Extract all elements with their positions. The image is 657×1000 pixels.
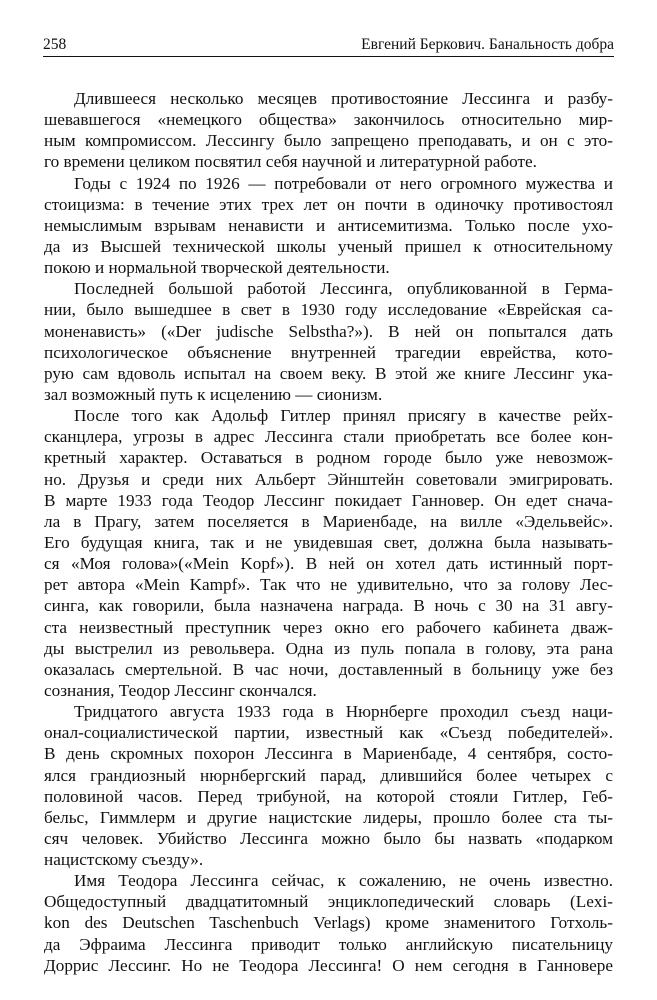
text-line: покою и нормальной творческой деятельности. (44, 258, 390, 278)
page-header (43, 36, 614, 57)
paragraph (44, 278, 613, 405)
text-line: Годы с 1924 по 1926 — потребовали от него огромного мужества и (74, 173, 613, 193)
text-line: стоицизма: в течение этих трех лет он почти в одиночку противостоял (44, 194, 613, 214)
text-line: нацистскому съезду». (44, 850, 204, 870)
text-line: Доррис Лессинг. Но не Теодора Лессинга! О нем сегодня в Ганновере (44, 955, 613, 975)
text-line: психологическое объяснение внутренней трагедии еврейства, кото- (44, 342, 613, 362)
paragraph (44, 173, 613, 279)
paragraph (44, 870, 613, 976)
text-line: Его будущая книга, так и не увидевшая свет, должна была называть- (44, 532, 613, 552)
text-line: го времени целиком посвятил себя научной и литературной работе. (44, 152, 537, 172)
text-line: шевавшегося «немецкого общества» закончилось относительно мир- (44, 110, 613, 130)
text-line: рую сам вдоволь испытал на своем веку. В этой же книге Лессинг ука- (44, 363, 613, 383)
text-line: ды выстрелил из револьвера. Одна из пуль попала в голову, эта рана (44, 638, 613, 658)
text-line: В марте 1933 года Теодор Лессинг покидает Ганновер. Он едет снача- (44, 490, 613, 510)
paragraph (44, 701, 613, 870)
text-line: ным компромиссом. Лессингу было запрещено преподавать, и он с это- (44, 131, 613, 151)
text-line: зал возможный путь к исцелению — сионизм. (44, 384, 383, 404)
text-line: да Эфраима Лессинга приводит только английскую писательницу (44, 934, 613, 954)
text-line: оказалась смертельной. В час ночи, доставленный в больницу уже без (44, 659, 613, 679)
text-line: моненависть» («Der judische Selbstha?»). В ней он попытался дать (44, 321, 613, 341)
text-line: Имя Теодора Лессинга сейчас, к сожалению, не очень известно. (74, 871, 613, 891)
text-line: сканцлера, угрозы в адрес Лессинга стали приобретать все более кон- (44, 427, 613, 447)
paragraph (44, 405, 613, 701)
text-line: да из Высшей технической школы ученый пришел к относительному (44, 236, 613, 256)
text-line: ла в Прагу, затем поселяется в Мариенбаде, на вилле «Эдельвейс». (44, 511, 613, 531)
text-line: ялся грандиозный нюрнбергский парад, длившийся более четырех с (44, 765, 613, 785)
text-line: бельс, Гиммлерм и другие нацистские лидеры, прошло более ста ты- (44, 807, 613, 827)
text-line: но. Друзья и среди них Альберт Эйнштейн советовали эмигрировать. (44, 469, 613, 489)
text-line: нии, было вышедшее в свет в 1930 году исследование «Еврейская са- (44, 300, 613, 320)
text-line: рет автора «Mein Kampf». Так что не удивительно, что за голову Лес- (44, 575, 613, 595)
text-line: kon des Deutschen Taschenbuch Verlags) кроме знаменитого Готхоль- (44, 913, 613, 933)
text-line: ся «Моя голова»(«Mein Kopf»). В ней он хотел дать истинный порт- (44, 554, 613, 574)
text-line: ста неизвестный преступник через окно его рабочего кабинета дваж- (44, 617, 613, 637)
text-line: синга, как говорили, была назначена награда. В ночь с 30 на 31 авгу- (44, 596, 613, 616)
page-body (44, 88, 613, 976)
text-line: половиной часов. Перед трибуной, на которой стояли Гитлер, Геб- (44, 786, 613, 806)
text-line: Последней большой работой Лессинга, опубликованной в Герма- (74, 279, 613, 299)
text-line: В день скромных похорон Лессинга в Мариенбаде, 4 сентября, состо- (44, 744, 613, 764)
text-line: Длившееся несколько месяцев противостояние Лессинга и разбу- (74, 89, 613, 108)
text-line: немыслимым взрывам ненависти и антисемитизма. Только после ухо- (44, 215, 613, 235)
text-line: онал-социалистической партии, известный как «Съезд победителей». (44, 723, 613, 743)
text-line: Общедоступный двадцатитомный энциклопедический словарь (Lexi- (44, 892, 613, 912)
text-line: Тридцатого августа 1933 года в Нюрнберге проходил съезд наци- (74, 702, 613, 722)
page-number: 258 (43, 36, 67, 53)
text-line: сознания, Теодор Лессинг скончался. (44, 680, 317, 700)
paragraph (44, 88, 613, 173)
text-line: После того как Адольф Гитлер принял присягу в качестве рейх- (74, 406, 613, 426)
text-line: кретный характер. Оставаться в родном городе было уже невозмож- (44, 448, 613, 468)
text-line: сяч человек. Убийство Лессинга можно было бы назвать «подарком (44, 828, 613, 848)
running-title: Евгений Беркович. Банальность добра (361, 36, 614, 53)
